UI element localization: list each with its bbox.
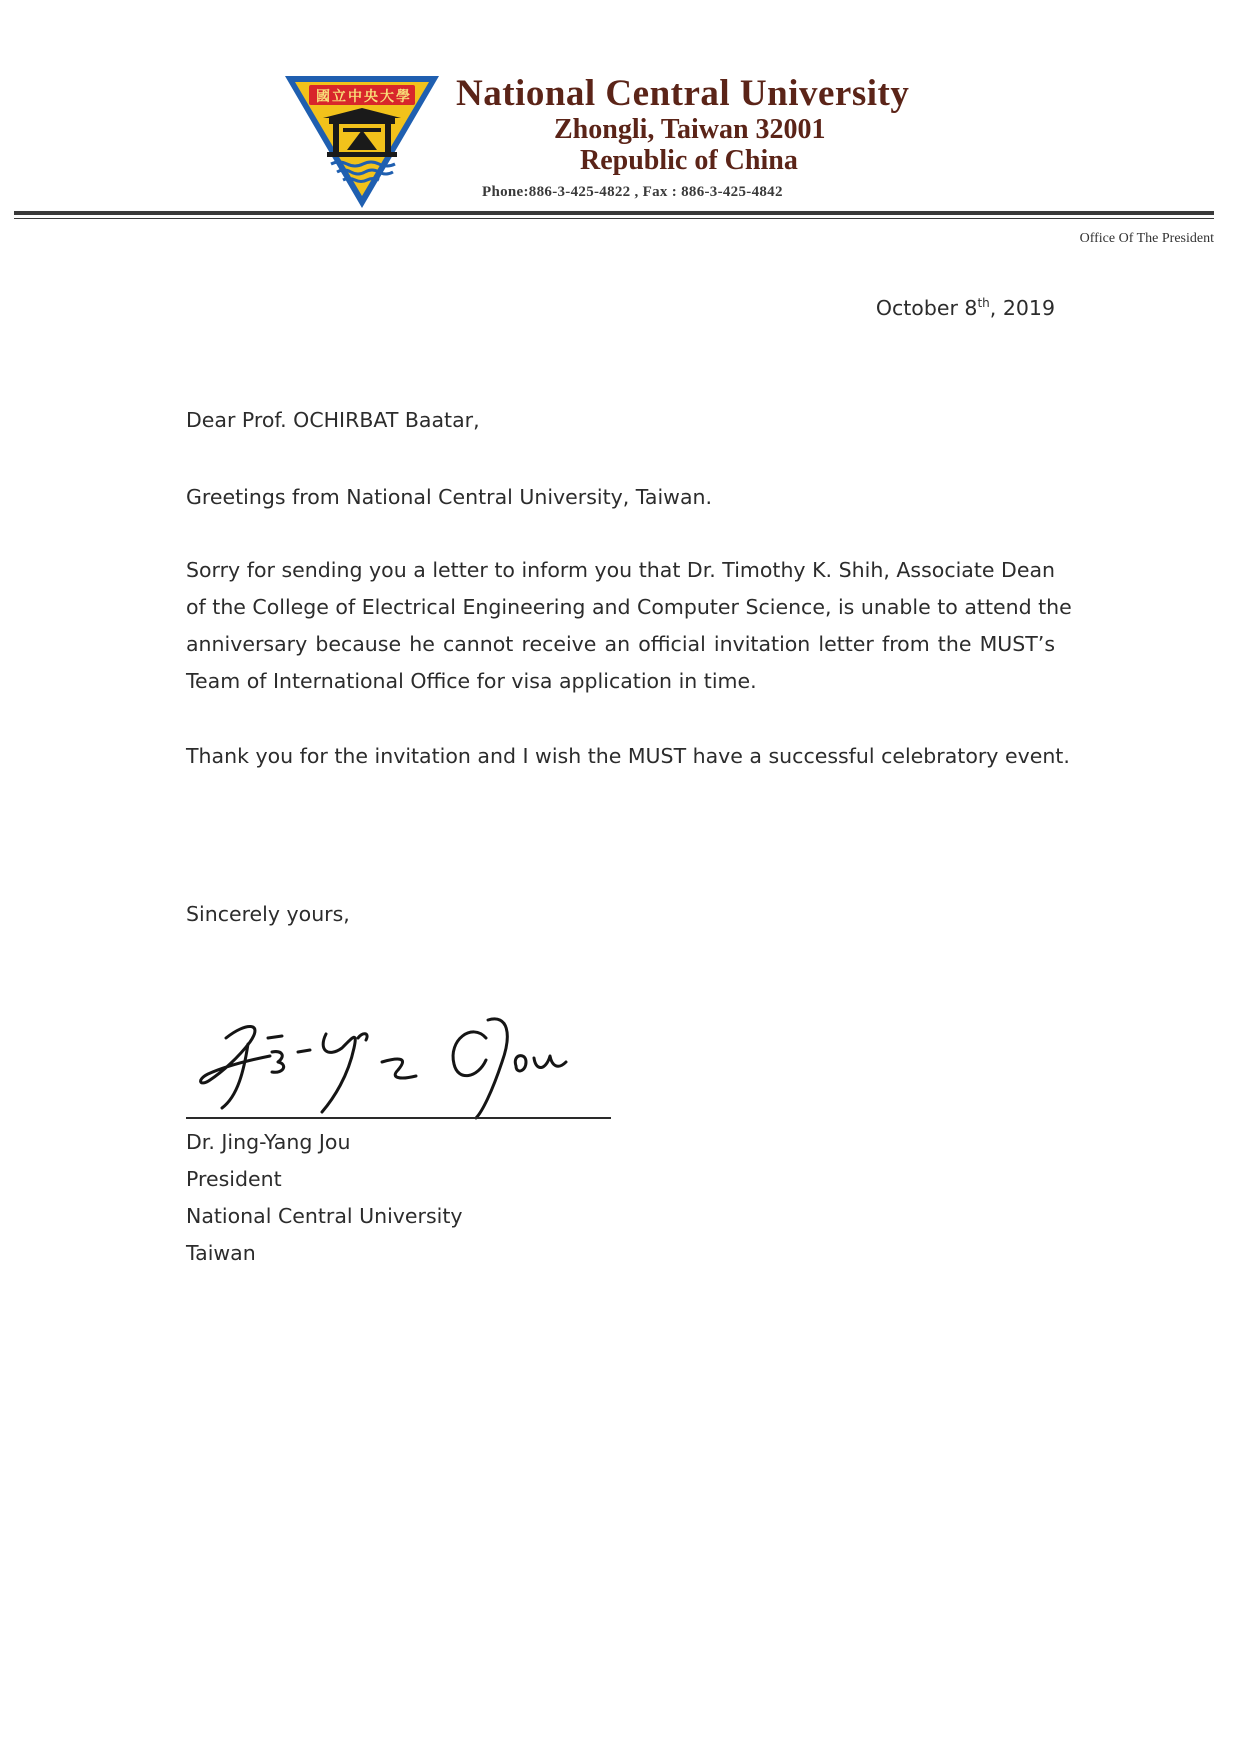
university-name: National Central University (456, 73, 910, 114)
signer-organization: National Central University (186, 1204, 463, 1228)
office-label: Office Of The President (1079, 231, 1214, 246)
letterhead-rule (14, 211, 1214, 215)
university-city: Zhongli, Taiwan 32001 (554, 114, 826, 145)
salutation: Dear Prof. OCHIRBAT Baatar, (186, 408, 480, 432)
contact-line: Phone:886-3-425-4822 , Fax : 886-3-425-4842 (482, 184, 783, 200)
closing: Sincerely yours, (186, 902, 350, 926)
date-month-day: October 8 (875, 296, 978, 320)
university-country: Republic of China (580, 145, 798, 176)
signer-title: President (186, 1167, 282, 1191)
paragraph-line: Sorry for sending you a letter to inform you that Dr. Timothy K. Shih, Associate Dean (186, 558, 1055, 582)
greeting: Greetings from National Central University, Taiwan. (186, 485, 713, 509)
date-ordinal: th (977, 296, 990, 311)
date-year: , 2019 (989, 296, 1055, 320)
letter-date (876, 296, 1055, 320)
thanks-line: Thank you for the invitation and I wish the MUST have a successful celebratory event. (186, 744, 1070, 768)
logo-seal-text: 國立中央大學 (316, 89, 412, 105)
signer-name: Dr. Jing-Yang Jou (186, 1130, 351, 1154)
signature-line (186, 1117, 611, 1119)
paragraph-line: Team of International Office for visa application in time. (186, 669, 757, 693)
letterhead-rule-thin (14, 218, 1214, 219)
paragraph-line: of the College of Electrical Engineering and Computer Science, is unable to attend the (186, 595, 1072, 619)
signer-country: Taiwan (186, 1241, 256, 1265)
signature-image (186, 1000, 616, 1120)
paragraph-line: anniversary because he cannot receive an official invitation letter from the MUST’s (186, 632, 1055, 656)
